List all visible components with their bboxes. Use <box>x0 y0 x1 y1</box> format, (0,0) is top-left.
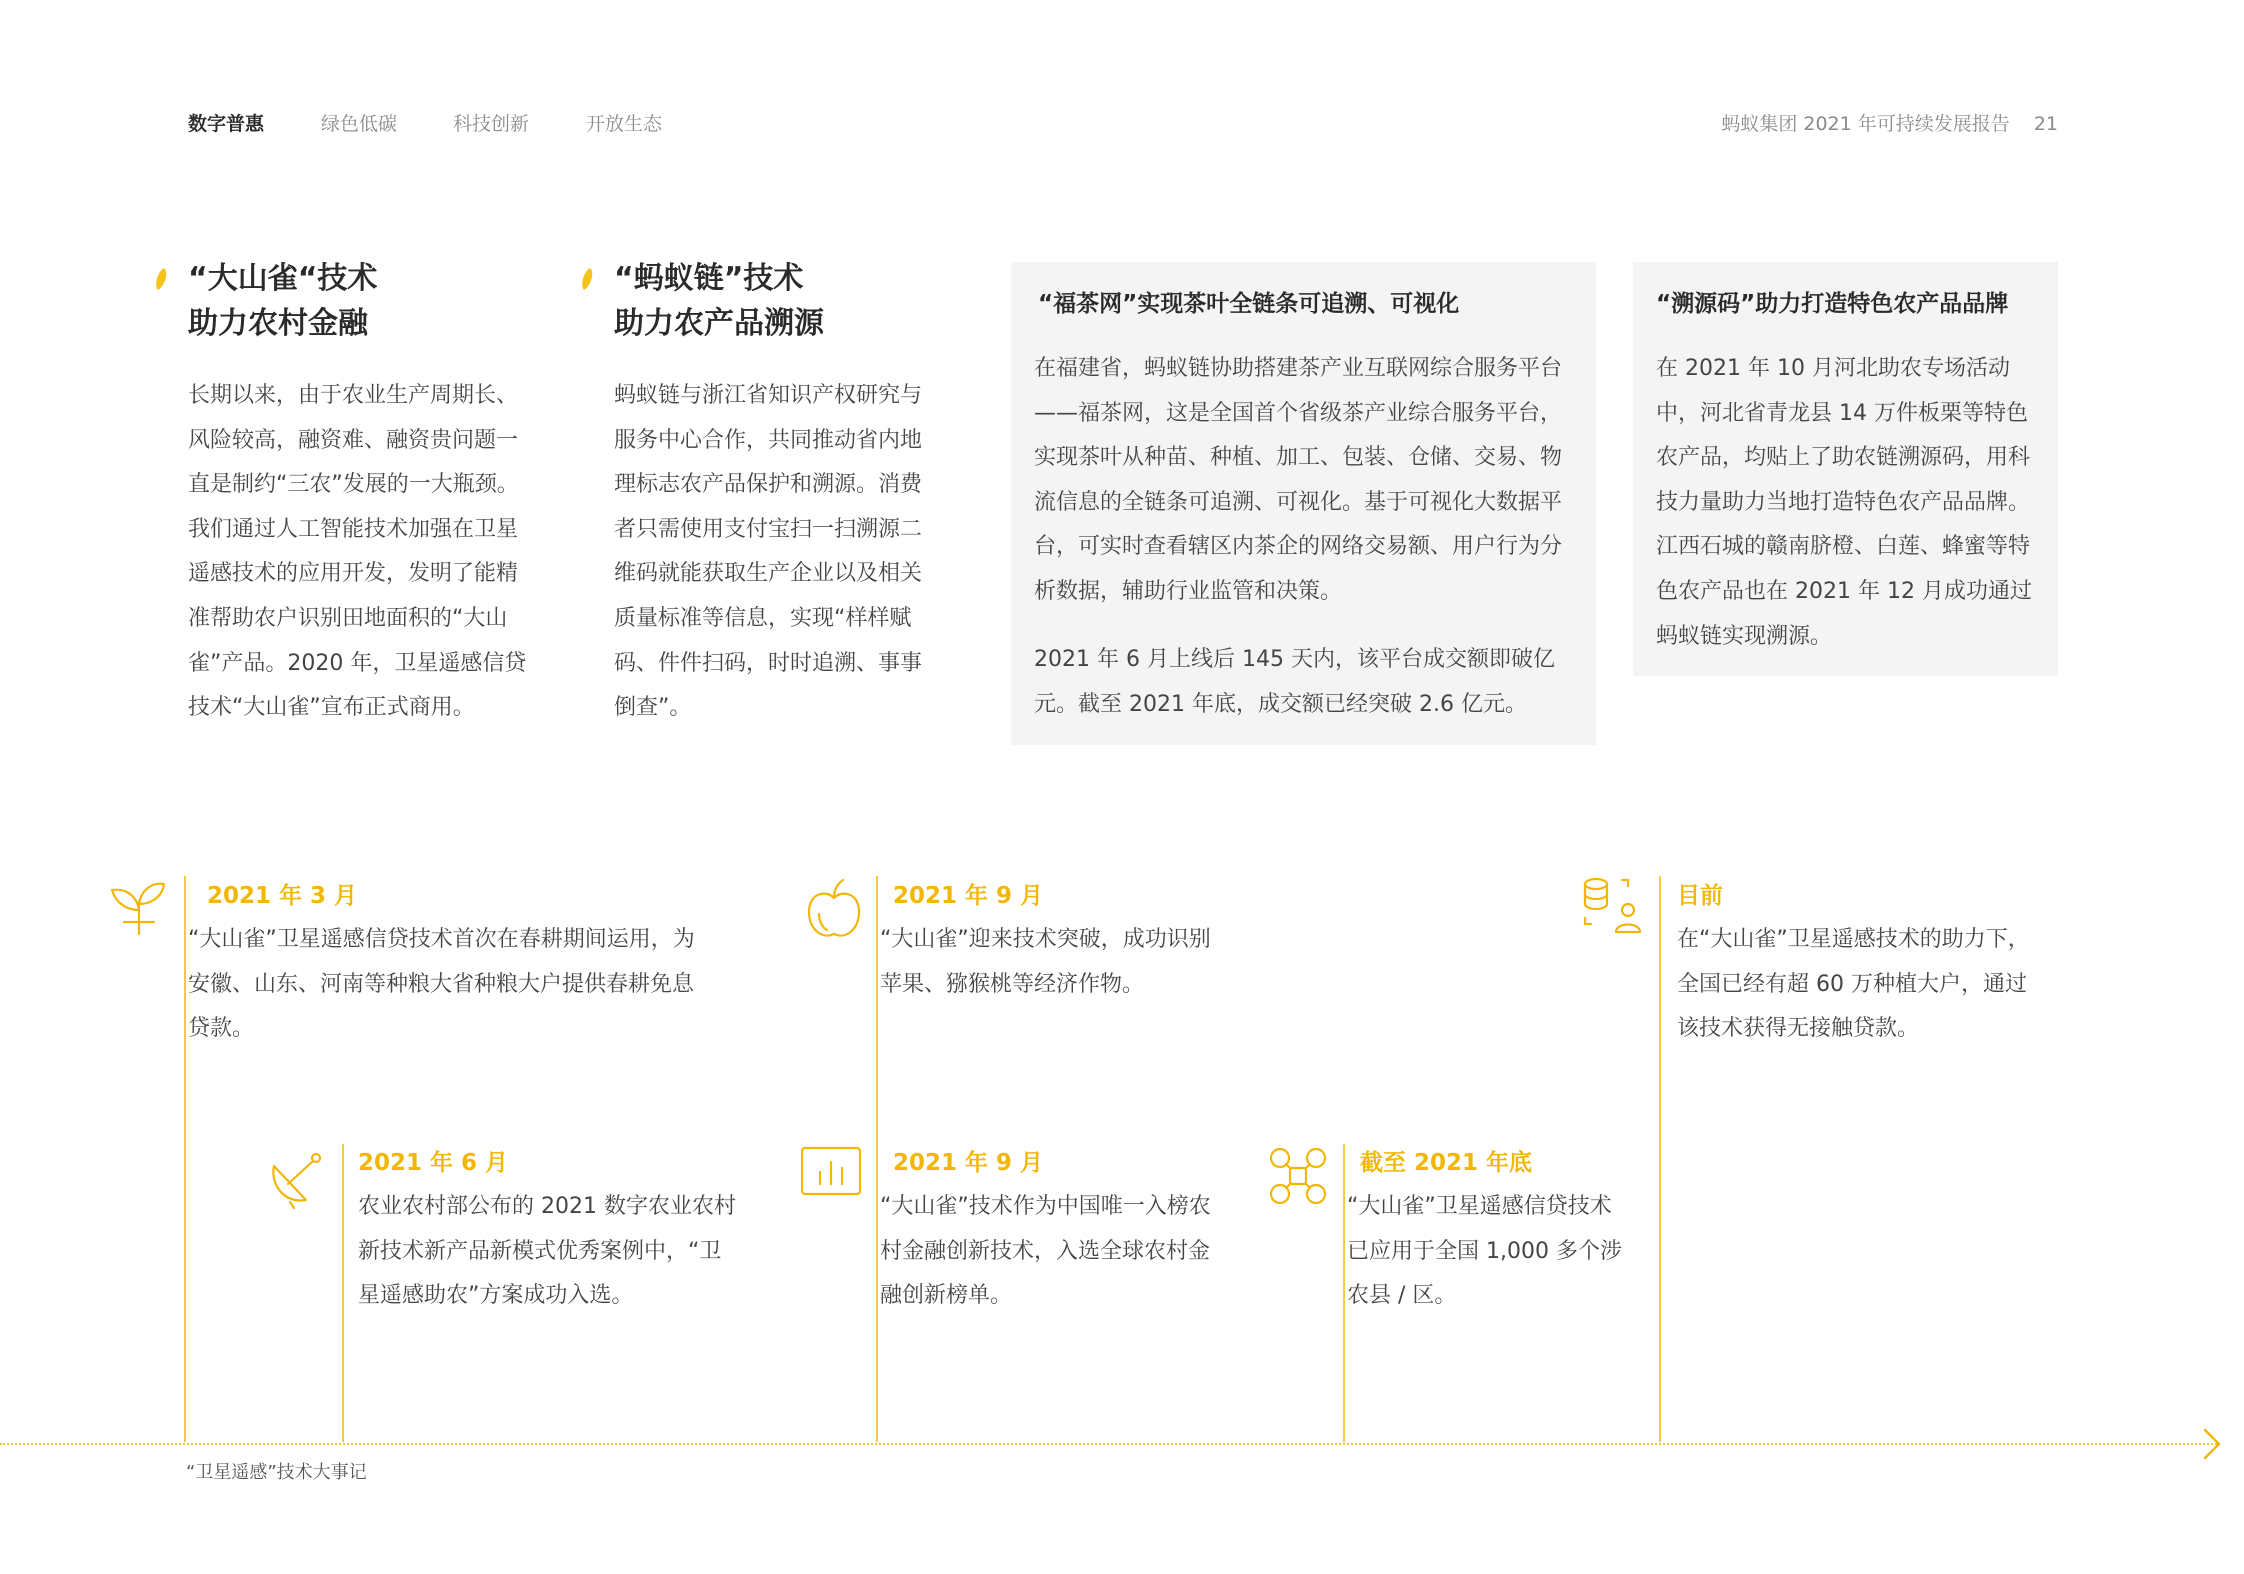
section-title-dashanque <box>188 256 377 346</box>
bar-chart-icon <box>800 1146 862 1200</box>
timeline-connector <box>1659 876 1661 1442</box>
drone-icon <box>1268 1146 1328 1206</box>
page-number: 21 <box>2033 113 2058 135</box>
sprout-icon <box>108 876 170 938</box>
case-paragraph: 在福建省，蚂蚁链协助搭建茶产业互联网综合服务平台——福茶网，这是全国首个省级茶产业综合服务平台，实现茶叶从种苗、种植、加工、包装、仓储、交易、物流信息的全链条可追溯、可视化。基于可视化大数据平台，可实时查看辖区内茶企的网络交易额、用户行为分析数据，辅助行业监管和决策。 <box>1034 356 1563 604</box>
section-body-dashanque: 长期以来，由于农业生产周期长、风险较高，融资难、融资贵问题一直是制约“三农”发展的一大瓶颈。我们通过人工智能技术加强在卫星遥感技术的应用开发，发明了能精准帮助农户识别田地面积的“大山雀”产品。2020 年，卫星遥感信贷技术“大山雀”宣布正式商用。 <box>188 383 527 721</box>
chevron-right-icon <box>2202 1428 2222 1460</box>
section-body-antchain: 蚂蚁链与浙江省知识产权研究与服务中心合作，共同推动省内地理标志农产品保护和溯源。消费者只需使用支付宝扫一扫溯源二维码就能获取生产企业以及相关质量标准等信息，实现“样样赋码、件件扫码，时时追溯、事事倒查”。 <box>614 383 923 721</box>
leaf-bullet-icon <box>155 267 168 291</box>
nav-item-tech-innovation[interactable]: 科技创新 <box>453 113 530 135</box>
timeline-connector <box>342 1144 344 1442</box>
timeline-date: 2021 年 9 月 <box>893 1150 1044 1176</box>
timeline-text: 在“大山雀”卫星遥感技术的助力下，全国已经有超 60 万种植大户，通过该技术获得无接触贷款。 <box>1677 927 2030 1042</box>
nav-item-digital-inclusion[interactable]: 数字普惠 <box>188 113 265 135</box>
satellite-dish-icon <box>266 1146 330 1210</box>
case-paragraph: 2021 年 6 月上线后 145 天内，该平台成交额即破亿元。截至 2021 年底，成交额已经突破 2.6 亿元。 <box>1034 647 1555 717</box>
apple-icon <box>805 878 863 942</box>
timeline-date: 2021 年 3 月 <box>207 883 358 909</box>
timeline-date: 目前 <box>1677 883 1723 909</box>
timeline-axis <box>0 1443 2220 1445</box>
timeline-text: “大山雀”卫星遥感信贷技术首次在春耕期间运用，为安徽、山东、河南等种粮大省种粮大户提供春耕免息贷款。 <box>188 927 695 1042</box>
case-title-traceability-code: “溯源码”助力打造特色农产品品牌 <box>1656 291 2009 317</box>
section-title-line: “蚂蚁链”技术 <box>614 261 804 296</box>
section-title-line: “大山雀“技术 <box>188 261 378 296</box>
leaf-bullet-icon <box>581 267 594 291</box>
timeline-connector <box>876 876 878 1442</box>
section-title-line: 助力农产品溯源 <box>614 306 824 341</box>
timeline-date: 2021 年 9 月 <box>893 883 1044 909</box>
section-title-antchain <box>614 256 824 346</box>
timeline-connector <box>184 876 186 1442</box>
report-title: 蚂蚁集团 2021 年可持续发展报告 <box>1721 113 2010 135</box>
case-paragraph: 在 2021 年 10 月河北助农专场活动中，河北省青龙县 14 万件板栗等特色农产品，均贴上了助农链溯源码，用科技力量助力当地打造特色农产品品牌。江西石城的赣南脐橙、白莲、蜂蜜等特色农产品也在 2021 年 12 月成功通过蚂蚁链实现溯源。 <box>1656 356 2032 649</box>
nav-item-green-low-carbon[interactable]: 绿色低碳 <box>321 113 398 135</box>
database-user-icon <box>1582 876 1644 938</box>
timeline-caption: “卫星遥感”技术大事记 <box>186 1462 367 1483</box>
timeline-text: 农业农村部公布的 2021 数字农业农村新技术新产品新模式优秀案例中，“卫星遥感助农”方案成功入选。 <box>358 1194 736 1309</box>
timeline-text: “大山雀”迎来技术突破，成功识别苹果、猕猴桃等经济作物。 <box>880 927 1211 997</box>
timeline-date: 2021 年 6 月 <box>358 1150 509 1176</box>
nav-item-open-ecosystem[interactable]: 开放生态 <box>586 113 663 135</box>
section-title-line: 助力农村金融 <box>188 306 368 341</box>
timeline-text: “大山雀”卫星遥感信贷技术已应用于全国 1,000 多个涉农县 / 区。 <box>1347 1194 1622 1309</box>
report-header <box>1721 109 2058 136</box>
timeline-connector <box>1343 1144 1345 1442</box>
timeline-text: “大山雀”技术作为中国唯一入榜农村金融创新技术，入选全球农村金融创新榜单。 <box>880 1194 1211 1309</box>
case-title-fuchawang: “福茶网”实现茶叶全链条可追溯、可视化 <box>1038 291 1460 317</box>
timeline-date: 截至 2021 年底 <box>1360 1150 1533 1176</box>
